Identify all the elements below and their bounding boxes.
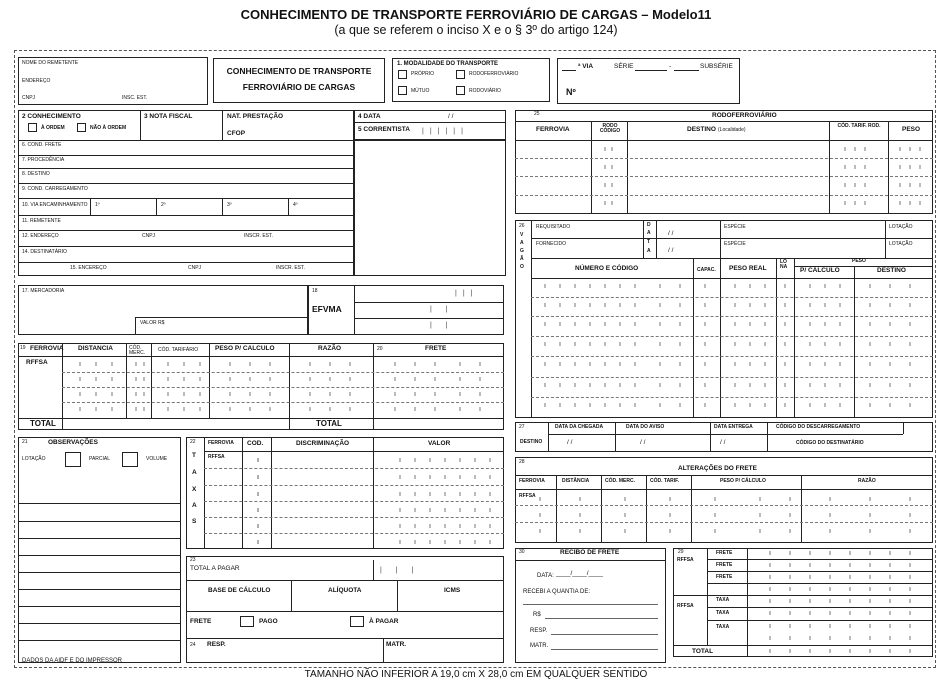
data-letter-a2: A — [647, 248, 651, 254]
via-2-label: 2º — [161, 202, 166, 208]
recibo-title: RECIBO DE FRETE — [560, 549, 620, 556]
taxas-letter-x: X — [192, 486, 197, 493]
distancia-col-header: DISTANCIA — [78, 345, 113, 352]
peso-26-header: PESO — [852, 258, 866, 264]
page-footer: TAMANHO NÃO INFERIOR A 19,0 cm X 28,0 cm EM QUALQUER SENTIDO — [304, 669, 648, 680]
insc-15-label: INSCR. EST. — [276, 265, 305, 271]
vagao-letter-o: O — [520, 264, 524, 270]
data-chegada-header: DATA DA CHEGADA — [555, 424, 604, 430]
recibo-matr-label: MATR. — [530, 643, 549, 649]
rodo-cod-tarif-header: CÓD. TARIF. ROD. — [837, 123, 881, 129]
numero-label: Nº — [566, 87, 576, 97]
total-label-2: TOTAL — [316, 419, 342, 428]
mercadoria-label: 17. MERCADORIA — [22, 288, 65, 294]
taxas-letter-a: A — [192, 469, 197, 476]
total-a-pagar-label: TOTAL A PAGAR — [190, 565, 240, 572]
requisitado-label: REQUISITADO — [536, 224, 571, 230]
icms-label: ICMS — [444, 587, 461, 594]
aliquota-label: ALÍQUOTA — [328, 587, 362, 594]
recibo-date-line: ____/____/____ — [556, 570, 603, 577]
taxa-row-2: TAXA — [716, 610, 730, 616]
numero-codigo-header: NÚMERO E CÓDIGO — [575, 265, 639, 272]
alteracoes-title: ALTERAÇÕES DO FRETE — [678, 465, 757, 472]
rodo-codigo-header: RODO CÓDIGO — [599, 123, 621, 134]
nat-prestacao-label: NAT. PRESTAÇÃO — [227, 113, 284, 120]
cod-tarifario-col-header: CÓD. TARIFÁRIO — [158, 347, 199, 353]
taxas-letter-s: S — [192, 518, 197, 525]
resp-24-label: RESP. — [207, 641, 226, 648]
efvma-ticks-3: | | — [430, 322, 454, 329]
n30-label: 30 — [519, 549, 525, 555]
n21-label: 21 — [22, 439, 28, 445]
ferrovia-col-header: FERROVIA — [30, 345, 64, 352]
taxas-discriminacao-header: DISCRIMINAÇÃO — [296, 440, 350, 447]
p-calculo-header: P/ CÁLCULO — [800, 267, 840, 274]
especie-label-2: ESPÉCIE — [724, 241, 746, 247]
data-letter-d: D — [647, 222, 651, 228]
n19-label: 19 — [20, 345, 26, 351]
a-ordem-label: À ORDEM — [41, 125, 65, 131]
chegada-date-2: / / — [640, 439, 646, 446]
via-encaminhamento-label: 10. VIA ENCAMINHAMENTO — [22, 202, 88, 208]
cond-carregamento-label: 9. COND. CARREGAMENTO — [22, 186, 88, 192]
cfop-label: CFOP — [227, 130, 246, 137]
frete-col-header: FRETE — [425, 345, 447, 352]
page-subtitle: (a que se referem o inciso X e o § 3º do artigo 124) — [334, 23, 618, 37]
frete-pagar-label: FRETE — [190, 618, 212, 625]
cod-descarregamento-header: CÓDIGO DO DESCARREGAMENTO — [776, 424, 861, 430]
alt-distancia-header: DISTÂNCIA — [562, 478, 590, 484]
doc-title-line1: CONHECIMENTO DE TRANSPORTE — [226, 66, 372, 76]
taxas-cod-header: COD. — [247, 440, 264, 447]
cnpj-12-label: CNPJ — [142, 233, 156, 239]
nota-fiscal-label: 3 NOTA FISCAL — [144, 113, 193, 120]
lotacao-label: LOTAÇÃO — [22, 456, 46, 462]
capac-header: CAPAC. — [697, 267, 716, 273]
destino-26-header: DESTINO — [877, 267, 906, 274]
frete-row-2: FRETE — [716, 562, 733, 568]
n18-label: 18 — [312, 288, 318, 294]
fornecido-label: FORNECIDO — [536, 241, 566, 247]
taxas-valor-header: VALOR — [428, 440, 451, 447]
n24-label: 24 — [190, 642, 196, 648]
via-label: ª VIA — [578, 63, 594, 70]
frete-taxa-rffsa-2: RFFSA — [677, 603, 694, 609]
endereco-12-label: 12. ENDEREÇO — [22, 233, 59, 239]
vagao-letter-v: V — [520, 232, 524, 238]
pago-label: PAGO — [259, 618, 278, 625]
data-entrega-header: DATA ENTREGA — [714, 424, 753, 430]
rodo-peso-header: PESO — [902, 126, 921, 133]
correntista-ticks: |||||| — [422, 128, 469, 135]
a-pagar-label: À PAGAR — [369, 618, 399, 625]
n25-label: 25 — [534, 111, 540, 117]
especie-label: ESPÉCIE — [724, 224, 746, 230]
remetente-nome-label: NOME DO REMETENTE — [22, 60, 79, 66]
efvma-ticks-1: ||| — [455, 290, 479, 297]
n26-label: 26 — [519, 223, 525, 229]
remetente-cnpj-label: CNPJ — [22, 95, 36, 101]
subserie-label: SUBSÉRIE — [700, 63, 733, 70]
taxas-letter-a2: A — [192, 502, 197, 509]
n27-label: 27 — [519, 424, 525, 430]
data-label: 4 DATA — [358, 113, 381, 120]
vagao-letter-atil: Ã — [520, 256, 524, 262]
doc-title-line2: FERROVIÁRIO DE CARGAS — [242, 82, 356, 92]
taxas-rffsa-label: RFFSA — [208, 454, 225, 460]
via-4-label: 4º — [293, 202, 298, 208]
alt-cod-merc-header: CÓD. MERC. — [605, 478, 635, 484]
rodo-localidade-header: (Localidade) — [718, 127, 746, 133]
vagao-date-1: / / — [668, 230, 674, 237]
cond-frete-label: 6. COND. FRETE — [22, 142, 62, 148]
proprio-label: PRÓPRIO — [411, 71, 435, 77]
cnpj-15-label: CNPJ — [188, 265, 202, 271]
mutuo-label: MÚTUO — [411, 88, 430, 94]
correntista-label: 5 CORRENTISTA — [358, 126, 410, 133]
rodo-ferrovia-header: FERROVIA — [536, 126, 570, 133]
taxas-letter-t: T — [192, 452, 196, 459]
alt-cod-tarif-header: CÓD. TARIF. — [650, 478, 680, 484]
recibo-rs-label: R$ — [533, 612, 541, 618]
frete-row-3: FRETE — [716, 574, 733, 580]
volume-label: VOLUME — [146, 456, 168, 462]
serie-label: SÉRIE — [614, 63, 634, 70]
via-3-label: 3º — [227, 202, 232, 208]
n22-label: 22 — [190, 439, 196, 445]
recibo-resp-label: RESP. — [530, 628, 548, 634]
destinatario-label: 14. DESTINATÁRIO — [22, 249, 67, 255]
conhecimento-label: 2 CONHECIMENTO — [22, 113, 81, 120]
vagao-letter-g: G — [520, 248, 524, 254]
efvma-ticks-2: | | — [430, 306, 454, 313]
taxas-ferrovia-header: FERROVIA — [208, 440, 234, 446]
cod-merc-col-header: CÓD. MERC. — [129, 345, 146, 356]
chegada-date-3: / / — [720, 439, 726, 446]
rodoferroviario-label: RODOFERROVIÁRIO — [469, 71, 519, 77]
data-aviso-header: DATA DO AVISO — [626, 424, 665, 430]
vagao-date-2: / / — [668, 247, 674, 254]
data-slashes: / / — [448, 113, 454, 120]
lotacao-26-label-2: LOTAÇÃO — [889, 241, 913, 247]
frete-row-1: FRETE — [716, 550, 733, 556]
recibo-data-label: DATA: — [537, 573, 554, 579]
page-title: CONHECIMENTO DE TRANSPORTE FERROVIÁRIO DE CARGAS – Modelo11 — [240, 7, 712, 22]
destino-label: 8. DESTINO — [22, 171, 50, 177]
dados-aidf-label: DADOS DA AIDF E DO IMPRESSOR — [22, 658, 123, 664]
efvma-label: EFVMA — [312, 304, 342, 314]
valor-rs-label: VALOR R$ — [140, 320, 165, 326]
recebi-label: RECEBI A QUANTIA DE: — [523, 589, 591, 595]
matr-24-label: MATR. — [386, 641, 407, 648]
alt-rffsa-label: RFFSA — [519, 493, 536, 499]
frete-taxa-total: TOTAL — [692, 648, 714, 655]
frete-taxa-rffsa-1: RFFSA — [677, 557, 694, 563]
n23-label: 23 — [190, 557, 196, 563]
procedencia-label: 7. PROCEDÊNCIA — [22, 157, 65, 163]
insc-12-label: INSCR. EST. — [244, 233, 273, 239]
razao-col-header: RAZÃO — [318, 345, 342, 352]
lotacao-26-label: LOTAÇÃO — [889, 224, 913, 230]
lona-header: LO NA — [780, 259, 788, 270]
remetente-insc-label: INSC. EST. — [122, 95, 148, 101]
endereco-15-label: 15. ENCEREÇO — [70, 265, 107, 271]
total-label: TOTAL — [30, 419, 56, 428]
vagao-letter-a: A — [520, 240, 524, 246]
remetente-endereco-label: ENDEREÇO — [22, 78, 51, 84]
chegada-date-1: / / — [567, 439, 573, 446]
n29-label: 29 — [678, 549, 684, 555]
via-1-label: 1º — [95, 202, 100, 208]
alt-peso-calculo-header: PESO P/ CÁLCULO — [720, 478, 766, 484]
base-calculo-label: BASE DE CÁLCULO — [208, 587, 271, 594]
remetente-11-label: 11. REMETENTE — [22, 218, 61, 224]
rodo-title: RODOFERROVIÁRIO — [712, 112, 777, 119]
rodo-destino-header: DESTINO — [687, 126, 716, 133]
data-letter-t: T — [647, 239, 651, 245]
modalidade-label: 1. MODALIDADE DO TRANSPORTE — [397, 61, 499, 67]
rffsa-label: RFFSA — [26, 359, 48, 366]
peso-real-header: PESO REAL — [729, 265, 767, 272]
alt-ferrovia-header: FERROVIA — [519, 478, 545, 484]
n28-label: 28 — [519, 459, 525, 465]
taxa-row-1: TAXA — [716, 597, 730, 603]
data-letter-a: A — [647, 230, 651, 236]
taxa-row-3: TAXA — [716, 624, 730, 630]
peso-calculo-col-header: PESO P/ CALCULO — [215, 345, 275, 352]
observacoes-title: OBSERVAÇÕES — [48, 439, 98, 446]
cod-destinatario-label: CÓDIGO DO DESTINATÁRIO — [796, 440, 864, 446]
nao-a-ordem-label: NÃO À ORDEM — [90, 125, 127, 131]
alt-razao-header: RAZÃO — [858, 478, 876, 484]
total-pagar-ticks: | | | — [380, 567, 420, 574]
serie-dash: - — [669, 63, 672, 70]
destino-27-label: DESTINO — [520, 439, 543, 445]
rodoviario-label: RODOVIÁRIO — [469, 88, 501, 94]
parcial-label: PARCIAL — [89, 456, 111, 462]
n20-label: 20 — [377, 346, 383, 352]
